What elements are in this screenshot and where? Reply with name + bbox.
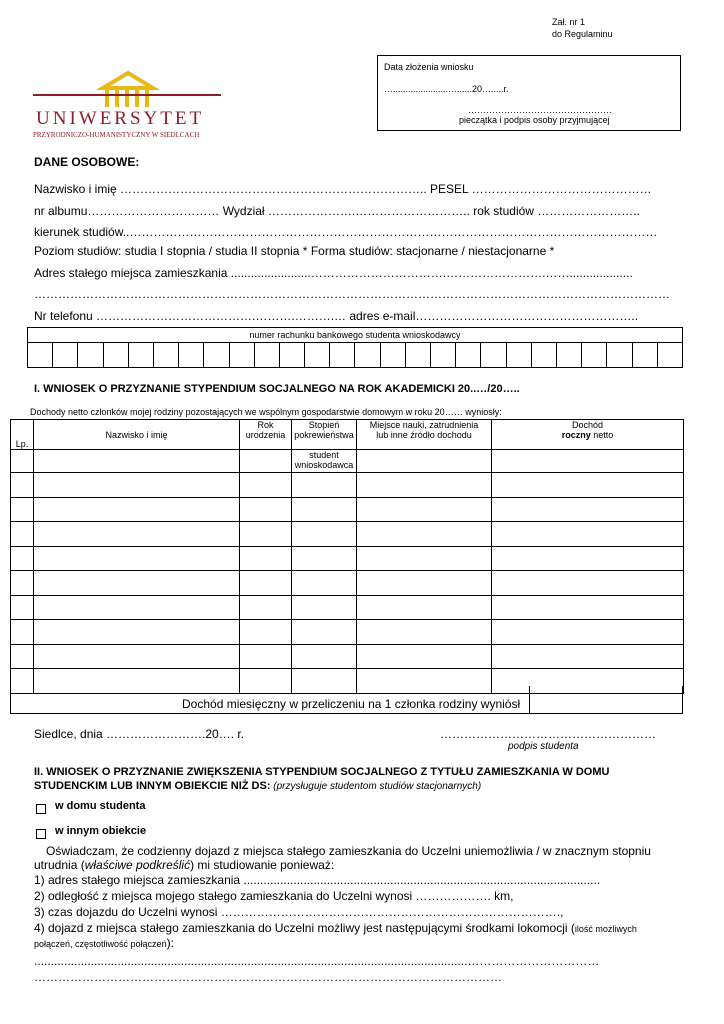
table-cell[interactable]: [240, 644, 292, 669]
table-cell[interactable]: [34, 595, 240, 620]
table-cell[interactable]: [492, 595, 684, 620]
table-cell[interactable]: [292, 546, 357, 571]
income-table-header: [11, 420, 684, 450]
table-cell[interactable]: [34, 644, 240, 669]
bank-account-cells[interactable]: [27, 342, 683, 368]
student-applicant-cell: student wnioskodawca: [292, 450, 357, 473]
bank-account-digit-cell[interactable]: [582, 342, 607, 368]
table-cell[interactable]: [11, 620, 34, 645]
bank-account-digit-cell[interactable]: [330, 342, 355, 368]
other-building-checkbox[interactable]: [36, 829, 46, 839]
income-intro: Dochody netto członków mojej rodziny pozostających we wspólnym gospodarstwie domowym w roku 20…… wyniosły:: [30, 407, 502, 417]
table-cell[interactable]: [292, 522, 357, 547]
monthly-income-label: Dochód miesięczny w przeliczeniu na 1 członka rodziny wyniósł: [182, 697, 521, 711]
logo-subtitle: PRZYRODNICZO-HUMANISTYCZNY W SIEDLCACH: [33, 131, 200, 139]
transport-details-line2[interactable]: ………………………………………………………………………………………………………: [34, 970, 502, 984]
table-row[interactable]: [11, 546, 684, 571]
bank-account-label-box: [27, 327, 683, 343]
bank-account-digit-cell[interactable]: [27, 342, 53, 368]
table-row[interactable]: [11, 450, 684, 473]
table-cell[interactable]: [357, 522, 492, 547]
bank-account-digit-cell[interactable]: [481, 342, 506, 368]
bank-account-digit-cell[interactable]: [381, 342, 406, 368]
bank-account-digit-cell[interactable]: [658, 342, 683, 368]
table-row[interactable]: [11, 497, 684, 522]
income-table: [10, 419, 684, 694]
submission-date-line[interactable]: …......................…......20….....r.: [384, 84, 509, 94]
declaration-text-line2: utrudnia (właściwe podkreślić) mi studiowanie ponieważ:: [34, 858, 335, 872]
study-level-form-field[interactable]: Poziom studiów: studia I stopnia / studia II stopnia * Forma studiów: stacjonarne / niestacjonarne *: [34, 244, 555, 258]
item-distance[interactable]: 2) odległość z miejsca mojego stałego zamieszkania do Uczelni wynosi ………………. km,: [34, 889, 514, 903]
bank-account-digit-cell[interactable]: [431, 342, 456, 368]
bank-account-digit-cell[interactable]: [456, 342, 481, 368]
bank-account-digit-cell[interactable]: [129, 342, 154, 368]
table-cell[interactable]: [292, 497, 357, 522]
table-cell[interactable]: [240, 473, 292, 498]
table-cell[interactable]: [11, 546, 34, 571]
album-faculty-year-field[interactable]: nr albumu…………………………… Wydział ………………….……………………….. rok studiów ……………………..: [34, 204, 640, 218]
student-signature-line[interactable]: ………………………………………………: [440, 727, 656, 741]
item-permanent-address[interactable]: 1) adres stałego miejsca zamieszkania ...........................................................................................................: [34, 873, 601, 887]
bank-account-digit-cell[interactable]: [78, 342, 103, 368]
permanent-address-field[interactable]: Adres stałego miejsca zamieszkania ........................…………………………….…………………….……...................: [34, 266, 633, 280]
receiver-signature-label: pieczątka i podpis osoby przyjmującej: [459, 115, 610, 125]
bank-account-label: numer rachunku bankowego studenta wnioskodawcy: [249, 330, 461, 340]
bank-account-digit-cell[interactable]: [53, 342, 78, 368]
bank-account-digit-cell[interactable]: [305, 342, 330, 368]
table-cell[interactable]: [11, 522, 34, 547]
university-logo: [33, 70, 223, 144]
table-cell[interactable]: [240, 546, 292, 571]
bank-account-digit-cell[interactable]: [607, 342, 632, 368]
table-cell[interactable]: [240, 497, 292, 522]
col-relationship: Stopień pokrewieństwa: [292, 420, 357, 450]
attachment-regulation: do Regulaminu: [552, 29, 613, 39]
other-building-option-label: w innym obiekcie: [55, 825, 147, 837]
item-transport-means-line2: połączeń, częstotliwość połączeń):: [34, 936, 174, 950]
attachment-number: Zał. nr 1: [552, 17, 586, 27]
table-row[interactable]: [11, 644, 684, 669]
bank-account-digit-cell[interactable]: [280, 342, 305, 368]
table-cell[interactable]: [34, 571, 240, 596]
bank-account-digit-cell[interactable]: [255, 342, 280, 368]
bank-account-digit-cell[interactable]: [406, 342, 431, 368]
table-cell[interactable]: [11, 571, 34, 596]
bank-account-digit-cell[interactable]: [230, 342, 255, 368]
table-cell[interactable]: [34, 546, 240, 571]
table-cell[interactable]: [34, 473, 240, 498]
table-cell[interactable]: [11, 595, 34, 620]
table-cell[interactable]: [240, 571, 292, 596]
bank-account-digit-cell[interactable]: [179, 342, 204, 368]
table-cell[interactable]: [357, 644, 492, 669]
item-travel-time[interactable]: 3) czas dojazdu do Uczelni wynosi ………………………………………………………………………….,: [34, 905, 564, 919]
table-row[interactable]: [11, 571, 684, 596]
table-cell[interactable]: [34, 620, 240, 645]
table-cell[interactable]: [492, 522, 684, 547]
table-cell[interactable]: [492, 571, 684, 596]
section1-heading: I. WNIOSEK O PRZYZNANIE STYPENDIUM SOCJALNEGO NA ROK AKADEMICKI 20..…/20…..: [34, 383, 520, 395]
col-income-source: Miejsce nauki, zatrudnienia lub inne źródło dochodu: [357, 420, 492, 450]
receiver-signature-line[interactable]: …………………………………………: [468, 105, 612, 115]
submission-date-label: Data złożenia wniosku: [384, 62, 474, 72]
logo-name: UNIWERSYTET: [36, 108, 205, 129]
permanent-address-continuation[interactable]: ……………………………………………………………………………………………………………………………………………: [34, 287, 670, 301]
place-date-field[interactable]: Siedlce, dnia …………………….20…. r.: [34, 727, 245, 741]
monthly-income-box: [10, 686, 683, 714]
table-row[interactable]: [11, 522, 684, 547]
bank-account-digit-cell[interactable]: [507, 342, 532, 368]
dorm-option-label: w domu studenta: [55, 800, 146, 812]
bank-account-digit-cell[interactable]: [104, 342, 129, 368]
item-transport-means: 4) dojazd z miejsca stałego zamieszkania do Uczelni możliwy jest następującymi środkami lokomocji (ilość możliwych: [34, 921, 637, 935]
table-cell[interactable]: [357, 473, 492, 498]
table-cell[interactable]: [292, 620, 357, 645]
monthly-income-divider: [529, 686, 530, 713]
bank-account-digit-cell[interactable]: [557, 342, 582, 368]
table-row[interactable]: [11, 620, 684, 645]
table-cell[interactable]: [240, 620, 292, 645]
section2-heading: II. WNIOSEK O PRZYZNANIE ZWIĘKSZENIA STYPENDIUM SOCJALNEGO Z TYTUŁU ZAMIESZKANIA W DOMU: [34, 766, 610, 778]
section2-heading-line2: STUDENCKIM LUB INNYM OBIEKCIE NIŻ DS: (przysługuje studentom studiów stacjonarnych): [34, 780, 482, 792]
table-cell[interactable]: [11, 497, 34, 522]
personal-data-heading: DANE OSOBOWE:: [34, 155, 140, 169]
table-cell[interactable]: [357, 497, 492, 522]
transport-details-line1[interactable]: ..................................................................................................................................……………………………: [34, 954, 600, 968]
table-cell[interactable]: [492, 473, 684, 498]
table-cell[interactable]: [240, 522, 292, 547]
col-birth-year: Rok urodzenia: [240, 420, 292, 450]
col-name: Nazwisko i imię: [34, 420, 240, 450]
declaration-text: Oświadczam, że codzienny dojazd z miejsca stałego zamieszkania do Uczelni uniemożliwia / w znacznym stopniu: [46, 844, 651, 858]
table-cell[interactable]: [240, 595, 292, 620]
phone-email-field[interactable]: Nr telefonu ………………………………….……….……….… adres e-mail………………………………………………..: [34, 309, 639, 323]
table-cell[interactable]: [357, 546, 492, 571]
table-cell[interactable]: [492, 644, 684, 669]
field-of-study-field[interactable]: kierunek studiów..……………………………………………………………………………………………………………………: [34, 225, 658, 239]
table-cell[interactable]: [292, 595, 357, 620]
col-lp: Lp.: [11, 420, 34, 450]
building-logo-icon: [33, 70, 223, 110]
bank-account-digit-cell[interactable]: [355, 342, 380, 368]
table-cell[interactable]: [292, 571, 357, 596]
table-cell[interactable]: [11, 473, 34, 498]
submission-box: [377, 55, 681, 131]
table-cell[interactable]: [357, 620, 492, 645]
table-cell[interactable]: [357, 571, 492, 596]
table-cell[interactable]: [492, 497, 684, 522]
student-signature-label: podpis studenta: [508, 741, 579, 752]
table-cell[interactable]: [492, 546, 684, 571]
table-cell[interactable]: [357, 595, 492, 620]
bank-account-digit-cell[interactable]: [532, 342, 557, 368]
table-cell[interactable]: [11, 644, 34, 669]
bank-account-digit-cell[interactable]: [154, 342, 179, 368]
bank-account-digit-cell[interactable]: [204, 342, 229, 368]
bank-account-digit-cell[interactable]: [633, 342, 658, 368]
table-cell[interactable]: [492, 620, 684, 645]
dorm-checkbox[interactable]: [36, 804, 46, 814]
table-cell[interactable]: [292, 473, 357, 498]
table-row[interactable]: [11, 473, 684, 498]
table-row[interactable]: [11, 595, 684, 620]
col-annual-income: Dochód roczny netto: [492, 420, 684, 450]
table-cell[interactable]: [292, 644, 357, 669]
name-pesel-field[interactable]: Nazwisko i imię ………………………………………………………………….. PESEL ………………………………………: [34, 182, 652, 196]
table-cell[interactable]: [34, 522, 240, 547]
table-cell[interactable]: [34, 497, 240, 522]
